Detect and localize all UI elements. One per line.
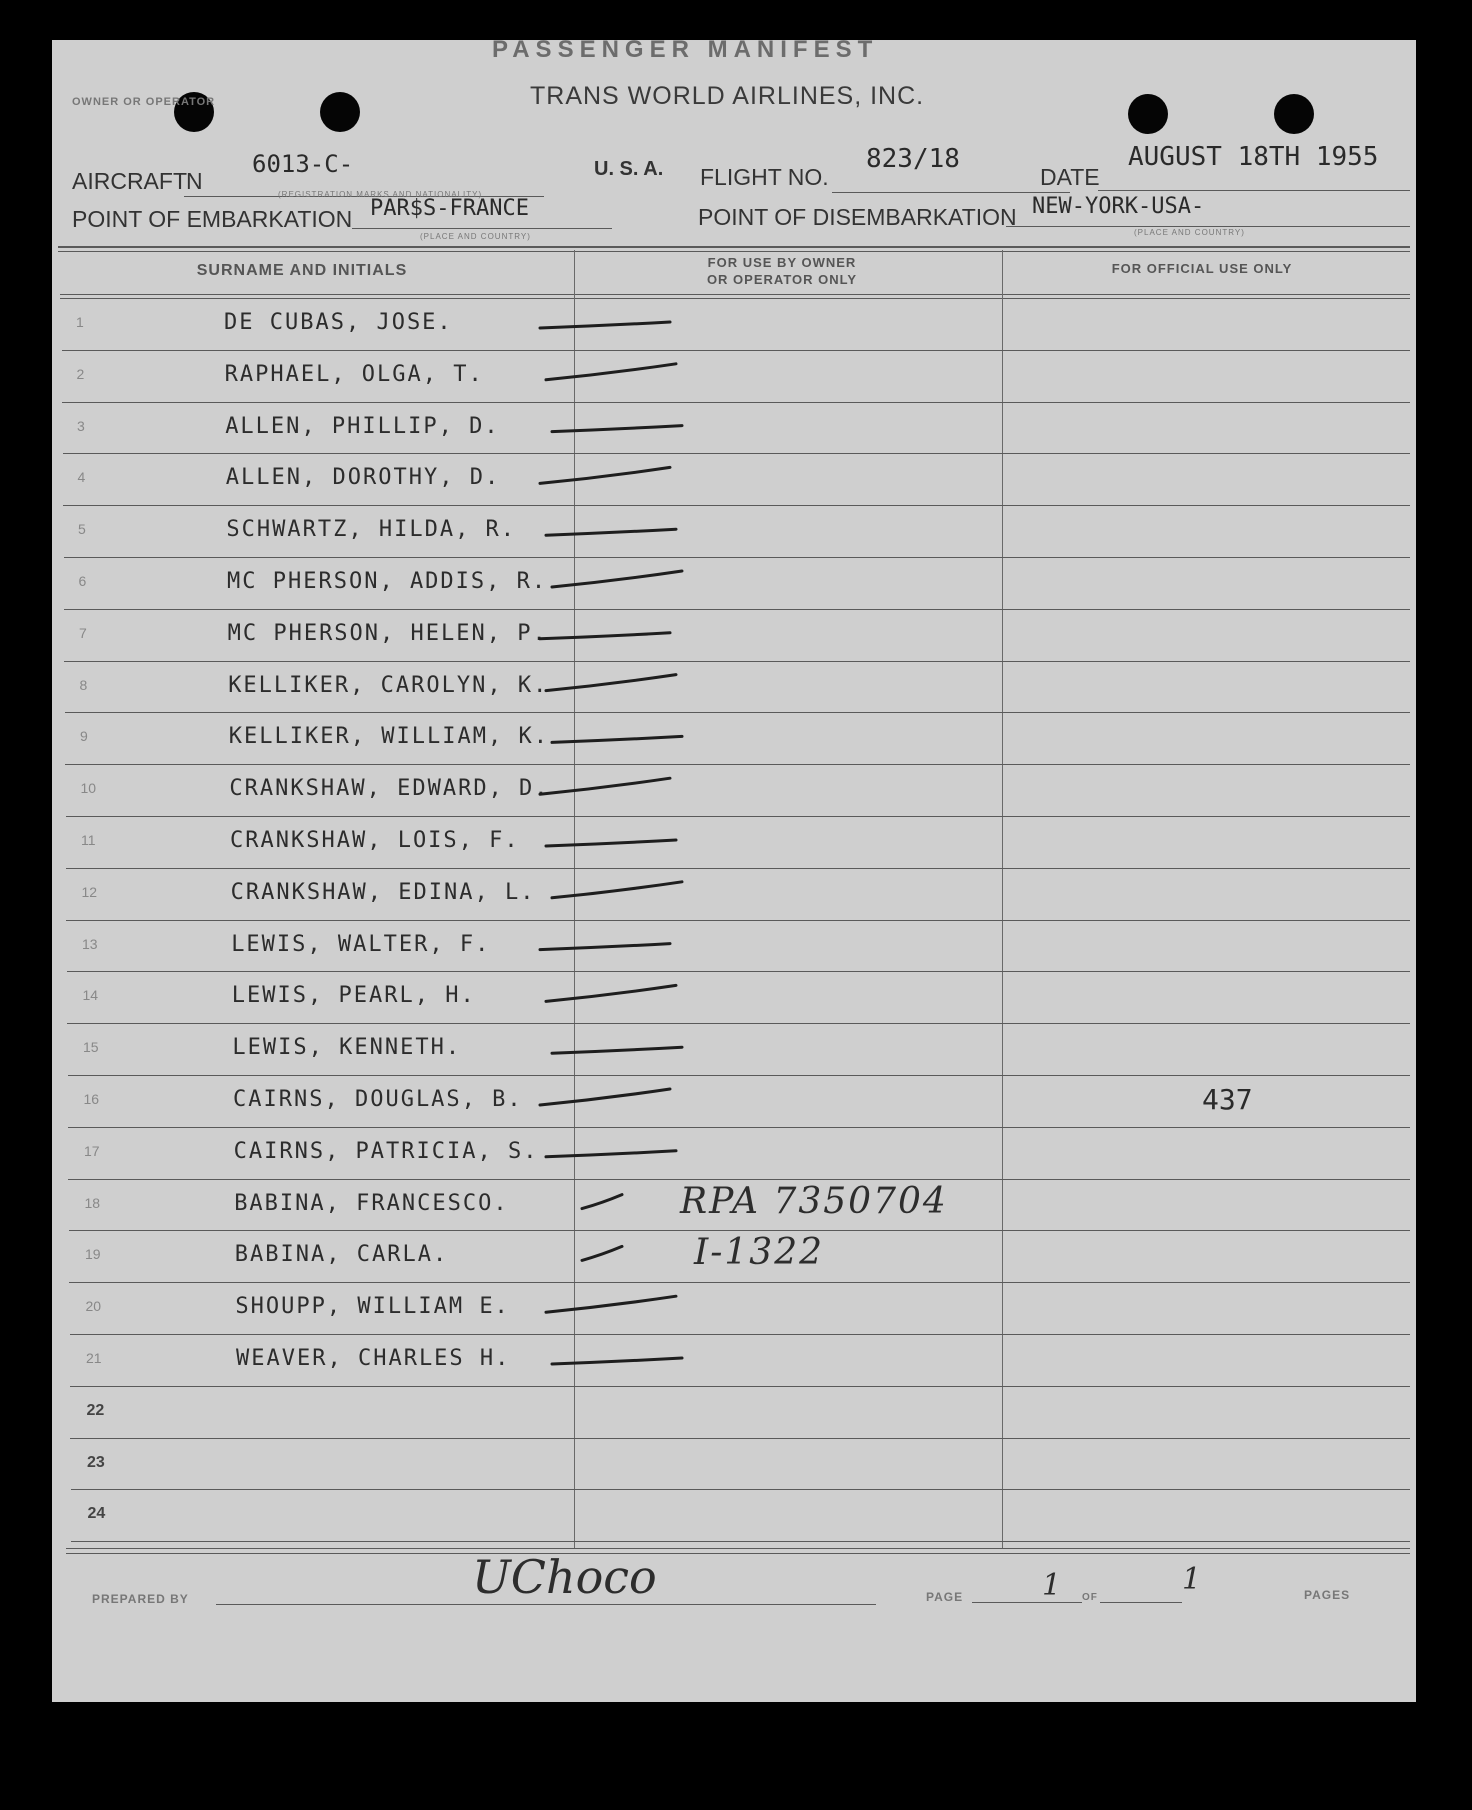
row-number: 8 [79, 676, 88, 693]
passenger-name: KELLIKER, CAROLYN, K. [228, 672, 549, 698]
pages-label: PAGES [1304, 1588, 1351, 1602]
owner-label: OWNER OR OPERATOR [72, 96, 216, 108]
aircraft-label: AIRCRAFT [72, 168, 187, 194]
check-marks [52, 40, 1416, 1702]
check-stroke [546, 840, 676, 846]
of-value: 1 [1182, 1562, 1202, 1597]
col-header-owner-use-line1: FOR USE BY OWNER [707, 255, 857, 270]
passenger-name: CRANKSHAW, LOIS, F. [230, 828, 520, 853]
passenger-name: ALLEN, PHILLIP, D. [225, 413, 500, 439]
check-stroke [546, 985, 676, 1001]
registration-caption: (REGISTRATION MARKS AND NATIONALITY) [278, 190, 483, 199]
check-stroke [540, 633, 670, 639]
company-name: TRANS WORLD AIRLINES, INC. [530, 82, 925, 110]
prepared-by-label: PREPARED BY [92, 1592, 189, 1606]
passenger-name: ALLEN, DOROTHY, D. [225, 465, 501, 491]
passenger-name: BABINA, FRANCESCO. [234, 1190, 509, 1216]
check-stroke [582, 1195, 622, 1209]
passenger-name: CRANKSHAW, EDWARD, D. [229, 776, 550, 802]
check-stroke [540, 944, 670, 950]
form-title: PASSENGER MANIFEST [492, 36, 879, 63]
operator-note: I-1322 [694, 1232, 825, 1274]
check-stroke [546, 675, 676, 691]
page-value: 1 [1042, 1568, 1062, 1603]
check-stroke [552, 882, 682, 898]
disembark-caption: (PLACE AND COUNTRY) [1134, 228, 1245, 237]
passenger-name: KELLIKER, WILLIAM, K. [228, 724, 549, 750]
passenger-name: LEWIS, KENNETH. [232, 1035, 462, 1061]
row-number: 3 [77, 417, 85, 434]
prepared-signature: UChoco [472, 1550, 657, 1604]
row-number: 16 [83, 1091, 100, 1107]
row-number: 20 [85, 1298, 102, 1315]
row-number: 4 [77, 469, 86, 486]
page-label: PAGE [926, 1590, 964, 1604]
check-stroke [540, 778, 670, 794]
of-label: OF [1082, 1592, 1098, 1603]
check-stroke [546, 529, 676, 535]
row-number: 21 [86, 1350, 102, 1366]
check-stroke [552, 1358, 682, 1364]
operator-note: RPA 7350704 [680, 1180, 948, 1222]
check-stroke [540, 322, 670, 328]
check-stroke [552, 1047, 682, 1053]
manifest-sheet [52, 36, 1416, 1702]
row-number: 15 [83, 1039, 99, 1056]
check-stroke [546, 364, 676, 380]
col-header-official-use: FOR OFFICIAL USE ONLY [1111, 261, 1293, 276]
row-number: 1 [76, 314, 84, 330]
col-header-surname: SURNAME AND INITIALS [196, 262, 408, 279]
date-value: AUGUST 18TH 1955 [1128, 142, 1379, 172]
check-stroke [546, 1151, 676, 1157]
row-number: 14 [82, 987, 99, 1004]
row-number: 17 [84, 1142, 100, 1159]
passenger-name: DE CUBAS, JOSE. [224, 310, 453, 335]
passenger-name: LEWIS, WALTER, F. [231, 931, 491, 957]
row-number: 12 [81, 883, 98, 900]
passenger-name: CAIRNS, DOUGLAS, B. [233, 1087, 523, 1112]
disembark-value: NEW-YORK-USA- [1032, 194, 1205, 219]
passenger-name: CAIRNS, PATRICIA, S. [233, 1138, 539, 1164]
passenger-name: RAPHAEL, OLGA, T. [224, 361, 484, 387]
row-number: 2 [76, 365, 85, 382]
row-number: 5 [78, 521, 86, 538]
row-number: 19 [85, 1246, 101, 1263]
embark-caption: (PLACE AND COUNTRY) [420, 232, 531, 241]
official-note: 437 [1202, 1083, 1253, 1116]
passenger-name: SCHWARTZ, HILDA, R. [226, 517, 517, 543]
check-stroke [552, 426, 682, 432]
usa-label: U. S. A. [594, 158, 664, 180]
row-number: 7 [79, 624, 87, 641]
row-number: 24 [87, 1505, 106, 1523]
row-number: 10 [80, 780, 97, 797]
passenger-name: SHOUPP, WILLIAM E. [235, 1294, 510, 1320]
check-stroke [552, 571, 682, 587]
check-stroke [540, 1089, 670, 1105]
check-stroke [540, 467, 670, 483]
date-label: DATE [1040, 164, 1100, 190]
row-number: 11 [81, 832, 96, 848]
passenger-name: WEAVER, CHARLES H. [236, 1346, 511, 1371]
row-number: 18 [84, 1194, 101, 1211]
disembark-label: POINT OF DISEMBARKATION [698, 204, 1017, 230]
embark-value: PAR$S-FRANCE [370, 196, 529, 221]
flight-label: FLIGHT NO. [700, 164, 829, 190]
aircraft-prefix: N [186, 168, 203, 194]
check-stroke [546, 1296, 676, 1312]
passenger-name: MC PHERSON, HELEN, P. [227, 620, 548, 646]
passenger-name: LEWIS, PEARL, H. [231, 983, 476, 1009]
row-number: 6 [78, 573, 87, 589]
passenger-name: CRANKSHAW, EDINA, L. [230, 879, 536, 905]
aircraft-value: 6013-C- [252, 150, 354, 178]
check-stroke [552, 736, 682, 742]
embark-label: POINT OF EMBARKATION [72, 206, 353, 232]
row-number: 9 [80, 728, 88, 745]
col-header-owner-use-line2: OR OPERATOR ONLY [706, 272, 858, 287]
row-number: 22 [86, 1401, 105, 1419]
row-number: 23 [87, 1453, 105, 1471]
flight-value: 823/18 [866, 144, 960, 174]
passenger-name: BABINA, CARLA. [234, 1242, 449, 1268]
passenger-name: MC PHERSON, ADDIS, R. [227, 569, 548, 594]
row-number: 13 [82, 935, 98, 952]
check-stroke [582, 1246, 622, 1260]
